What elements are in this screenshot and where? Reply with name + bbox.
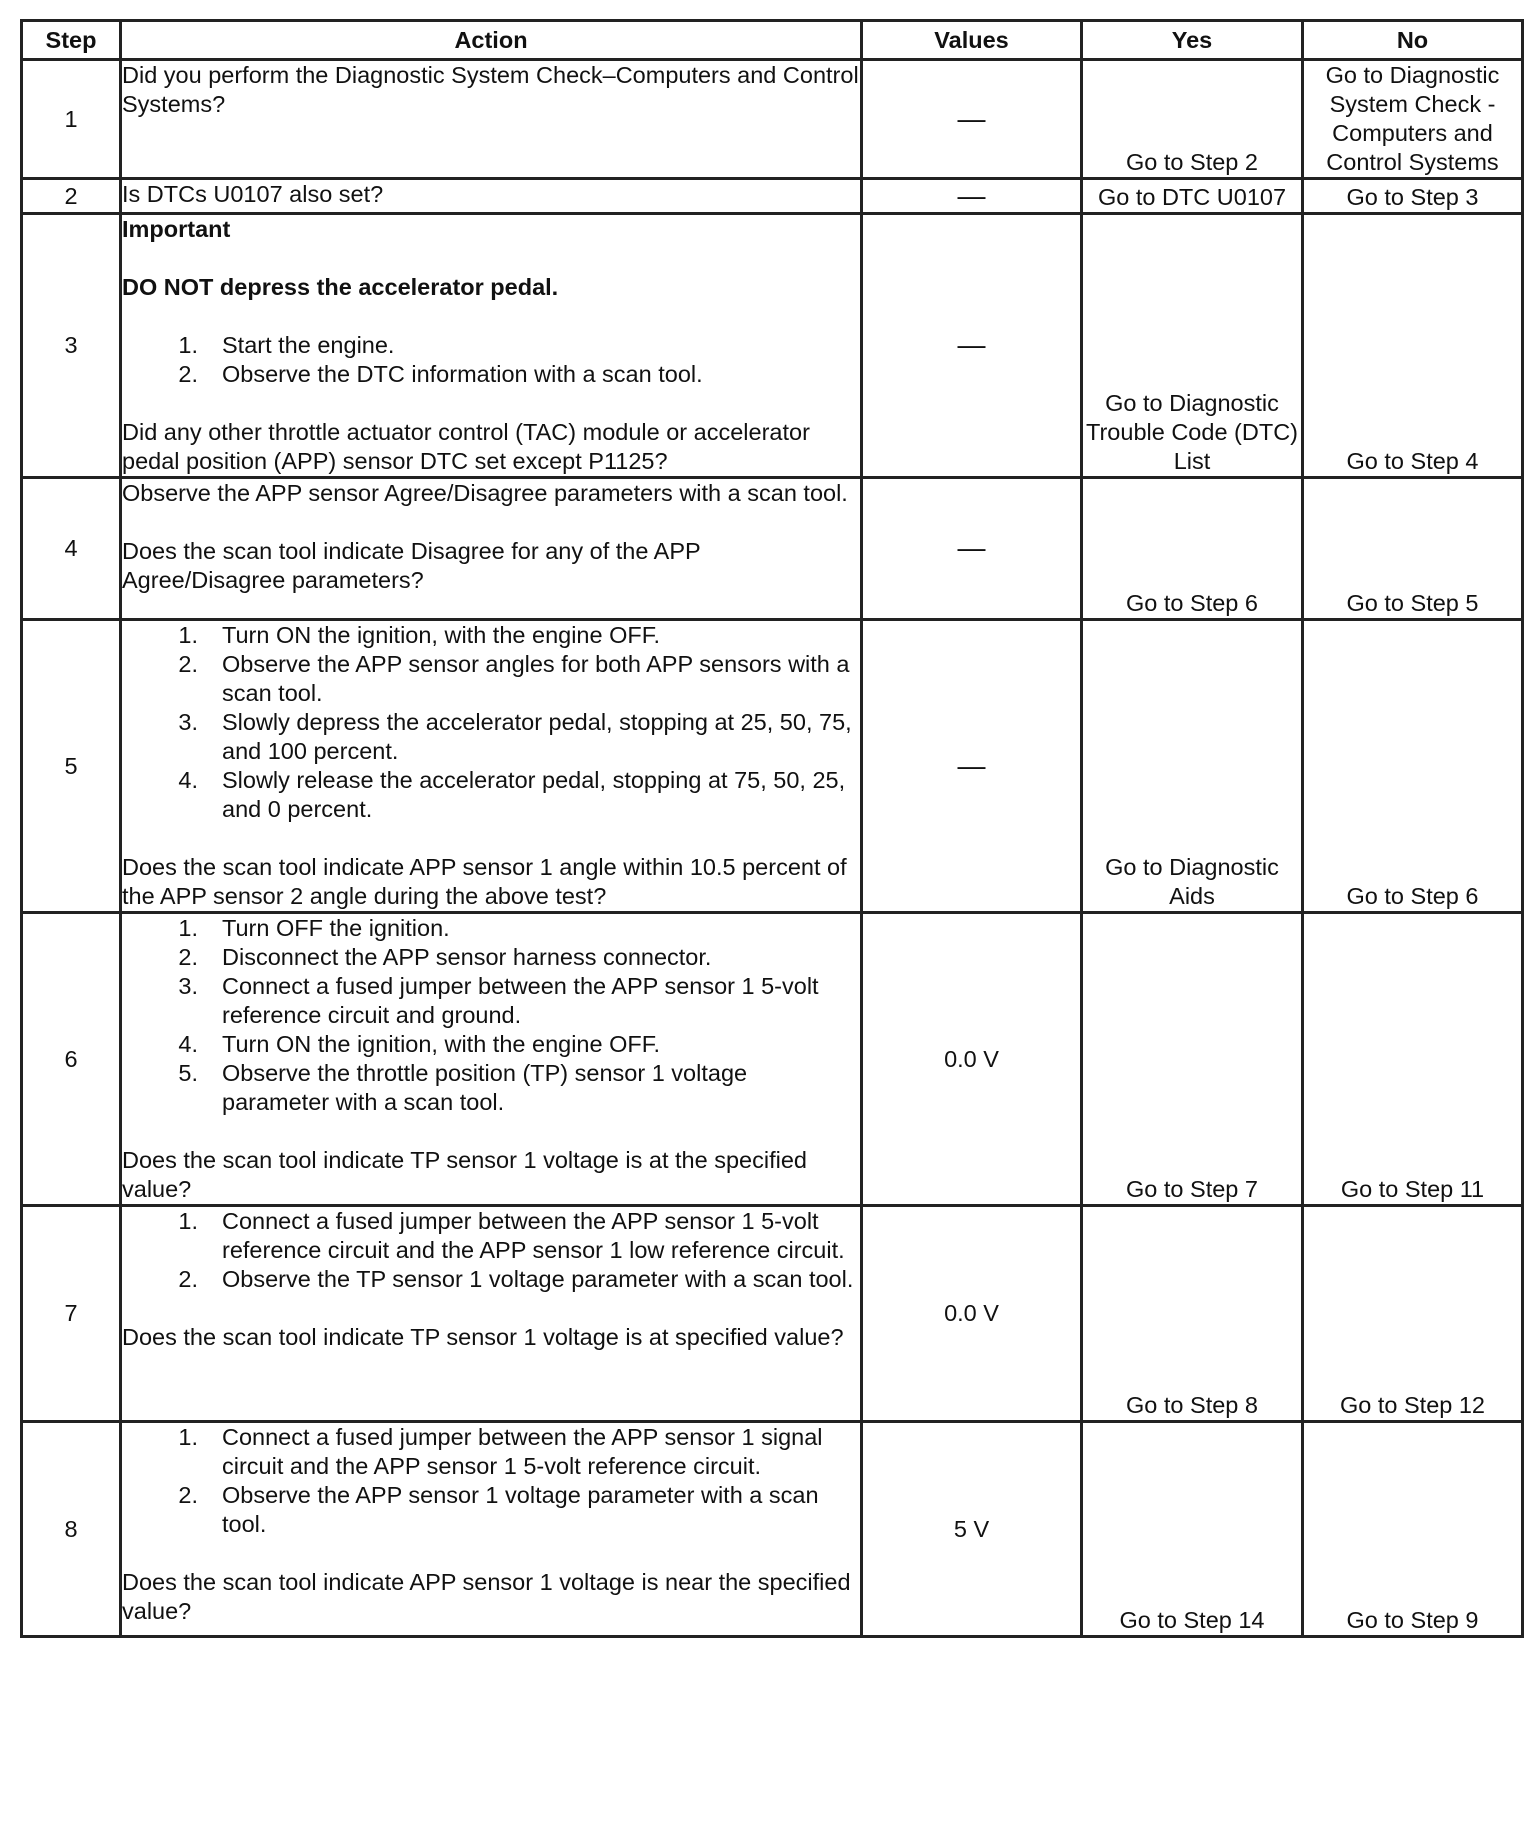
table-row <box>22 913 1523 1206</box>
procedure-list <box>122 1207 860 1294</box>
procedure-step-number: 1. <box>178 915 198 941</box>
procedure-step-text: Observe the APP sensor angles for both APP sensors with a scan tool. <box>222 651 850 706</box>
spacer <box>122 244 860 273</box>
procedure-step-text: Disconnect the APP sensor harness connector. <box>222 944 712 970</box>
procedure-step-text: Observe the TP sensor 1 voltage parameter with a scan tool. <box>222 1266 854 1292</box>
table-row <box>22 60 1523 179</box>
yes-outcome: Go to Step 2 <box>1082 60 1303 179</box>
yes-outcome: Go to Diagnostic Trouble Code (DTC) List <box>1082 214 1303 478</box>
step-number: 6 <box>22 913 121 1206</box>
header-step: Step <box>22 21 121 60</box>
spacer <box>122 302 860 331</box>
value-text: 5 V <box>953 1515 990 1542</box>
header-row <box>22 21 1523 60</box>
value-cell <box>862 478 1082 620</box>
yes-outcome: Go to DTC U0107 <box>1082 179 1303 214</box>
important-note: DO NOT depress the accelerator pedal. <box>122 274 559 300</box>
procedure-step <box>122 708 860 766</box>
procedure-step-text: Connect a fused jumper between the APP sensor 1 5-volt reference circuit and ground. <box>222 973 819 1028</box>
action-paragraph: Does the scan tool indicate APP sensor 1 voltage is near the specified value? <box>122 1569 851 1624</box>
value-cell <box>862 1422 1082 1637</box>
procedure-step <box>122 1207 860 1265</box>
value-cell <box>862 179 1082 214</box>
action-text <box>122 61 860 119</box>
yes-outcome: Go to Step 14 <box>1082 1422 1303 1637</box>
value-cell <box>862 913 1082 1206</box>
yes-outcome: Go to Diagnostic Aids <box>1082 620 1303 913</box>
action-cell <box>121 1422 862 1637</box>
procedure-step-number: 1. <box>178 622 198 648</box>
action-text <box>122 479 860 595</box>
value-text: — <box>957 329 986 360</box>
table-row <box>22 1206 1523 1422</box>
action-cell <box>121 60 862 179</box>
spacer <box>122 1117 860 1146</box>
procedure-list <box>122 621 860 824</box>
procedure-step-text: Observe the APP sensor 1 voltage parameter with a scan tool. <box>222 1482 819 1537</box>
action-paragraph: Observe the APP sensor Agree/Disagree parameters with a scan tool. <box>122 480 848 506</box>
procedure-step-text: Turn OFF the ignition. <box>222 915 450 941</box>
no-outcome: Go to Diagnostic System Check - Computers and Control Systems <box>1303 60 1523 179</box>
value-text: 0.0 V <box>944 1045 999 1072</box>
value-text: — <box>957 102 986 134</box>
procedure-step-number: 1. <box>178 332 198 358</box>
procedure-step-text: Slowly release the accelerator pedal, stopping at 75, 50, 25, and 0 percent. <box>222 767 846 822</box>
procedure-step-number: 4. <box>178 767 198 793</box>
action-text <box>122 621 860 911</box>
procedure-list <box>122 914 860 1117</box>
action-text <box>122 1423 860 1626</box>
action-paragraph: Does the scan tool indicate TP sensor 1 voltage is at the specified value? <box>122 1147 807 1202</box>
action-text <box>122 180 860 209</box>
header-action: Action <box>121 21 862 60</box>
yes-outcome: Go to Step 7 <box>1082 913 1303 1206</box>
procedure-step <box>122 943 860 972</box>
procedure-step-text: Observe the throttle position (TP) sensor 1 voltage parameter with a scan tool. <box>222 1060 748 1115</box>
procedure-step-text: Start the engine. <box>222 332 395 358</box>
action-paragraph: Does the scan tool indicate Disagree for any of the APP Agree/Disagree parameters? <box>122 538 701 593</box>
action-cell <box>121 478 862 620</box>
procedure-step <box>122 1265 860 1294</box>
diagnostic-table-sheet <box>20 19 1524 1638</box>
action-cell <box>121 214 862 478</box>
action-paragraph: Does the scan tool indicate TP sensor 1 voltage is at specified value? <box>122 1324 844 1350</box>
procedure-list <box>122 1423 860 1539</box>
no-outcome: Go to Step 4 <box>1303 214 1523 478</box>
spacer <box>122 508 860 537</box>
procedure-step <box>122 1423 860 1481</box>
yes-outcome: Go to Step 8 <box>1082 1206 1303 1422</box>
action-text <box>122 914 860 1204</box>
procedure-step-number: 2. <box>178 1482 198 1508</box>
step-number: 2 <box>22 179 121 214</box>
procedure-step <box>122 650 860 708</box>
procedure-step <box>122 1030 860 1059</box>
value-text: — <box>957 179 986 211</box>
no-outcome: Go to Step 3 <box>1303 179 1523 214</box>
step-number: 3 <box>22 214 121 478</box>
no-outcome: Go to Step 6 <box>1303 620 1523 913</box>
procedure-step-number: 1. <box>178 1208 198 1234</box>
no-outcome: Go to Step 12 <box>1303 1206 1523 1422</box>
procedure-step <box>122 621 860 650</box>
table-row <box>22 179 1523 214</box>
table-row <box>22 214 1523 478</box>
procedure-step-number: 2. <box>178 651 198 677</box>
value-cell <box>862 60 1082 179</box>
value-text: — <box>957 749 986 781</box>
no-outcome: Go to Step 5 <box>1303 478 1523 620</box>
important-note: Important <box>122 216 231 242</box>
procedure-step-number: 2. <box>178 1266 198 1292</box>
procedure-step-number: 4. <box>178 1031 198 1057</box>
action-text <box>122 1207 860 1352</box>
value-cell <box>862 1206 1082 1422</box>
procedure-step-text: Turn ON the ignition, with the engine OFF. <box>222 1031 661 1057</box>
action-paragraph: Is DTCs U0107 also set? <box>122 181 384 207</box>
value-text: — <box>957 532 986 563</box>
diagnostic-table <box>20 19 1524 1638</box>
action-cell <box>121 913 862 1206</box>
no-outcome: Go to Step 11 <box>1303 913 1523 1206</box>
step-number: 8 <box>22 1422 121 1637</box>
procedure-step <box>122 360 860 389</box>
action-paragraph: Did any other throttle actuator control (TAC) module or accelerator pedal position (APP) sensor DTC set except P1125? <box>122 419 810 474</box>
procedure-step-text: Turn ON the ignition, with the engine OFF. <box>222 622 661 648</box>
procedure-step <box>122 1059 860 1117</box>
header-no: No <box>1303 21 1523 60</box>
table-row <box>22 478 1523 620</box>
procedure-step <box>122 1481 860 1539</box>
spacer <box>122 1539 860 1568</box>
action-cell <box>121 1206 862 1422</box>
header-values: Values <box>862 21 1082 60</box>
procedure-step <box>122 914 860 943</box>
procedure-step-number: 5. <box>178 1060 198 1086</box>
spacer <box>122 1294 860 1323</box>
no-outcome: Go to Step 9 <box>1303 1422 1523 1637</box>
step-number: 1 <box>22 60 121 179</box>
procedure-list <box>122 331 860 389</box>
value-cell <box>862 214 1082 478</box>
procedure-step-number: 1. <box>178 1424 198 1450</box>
action-cell <box>121 620 862 913</box>
action-paragraph: Does the scan tool indicate APP sensor 1 angle within 10.5 percent of the APP sensor 2 angle during the above test? <box>122 854 847 909</box>
procedure-step-number: 2. <box>178 944 198 970</box>
procedure-step-number: 3. <box>178 709 198 735</box>
table-row <box>22 620 1523 913</box>
action-paragraph: Did you perform the Diagnostic System Check–Computers and Control Systems? <box>122 62 859 117</box>
value-cell <box>862 620 1082 913</box>
procedure-step-number: 2. <box>178 361 198 387</box>
step-number: 7 <box>22 1206 121 1422</box>
procedure-step-number: 3. <box>178 973 198 999</box>
action-cell <box>121 179 862 214</box>
procedure-step-text: Connect a fused jumper between the APP sensor 1 signal circuit and the APP sensor 1 5-volt reference circuit. <box>222 1424 823 1479</box>
procedure-step <box>122 766 860 824</box>
procedure-step <box>122 972 860 1030</box>
action-text <box>122 215 860 476</box>
procedure-step <box>122 331 860 360</box>
step-number: 4 <box>22 478 121 620</box>
yes-outcome: Go to Step 6 <box>1082 478 1303 620</box>
value-text: 0.0 V <box>944 1300 999 1326</box>
header-yes: Yes <box>1082 21 1303 60</box>
procedure-step-text: Observe the DTC information with a scan tool. <box>222 361 703 387</box>
table-row <box>22 1422 1523 1637</box>
spacer <box>122 389 860 418</box>
procedure-step-text: Slowly depress the accelerator pedal, stopping at 25, 50, 75, and 100 percent. <box>222 709 852 764</box>
step-number: 5 <box>22 620 121 913</box>
spacer <box>122 824 860 853</box>
procedure-step-text: Connect a fused jumper between the APP sensor 1 5-volt reference circuit and the APP sensor 1 low reference circuit. <box>222 1208 845 1263</box>
